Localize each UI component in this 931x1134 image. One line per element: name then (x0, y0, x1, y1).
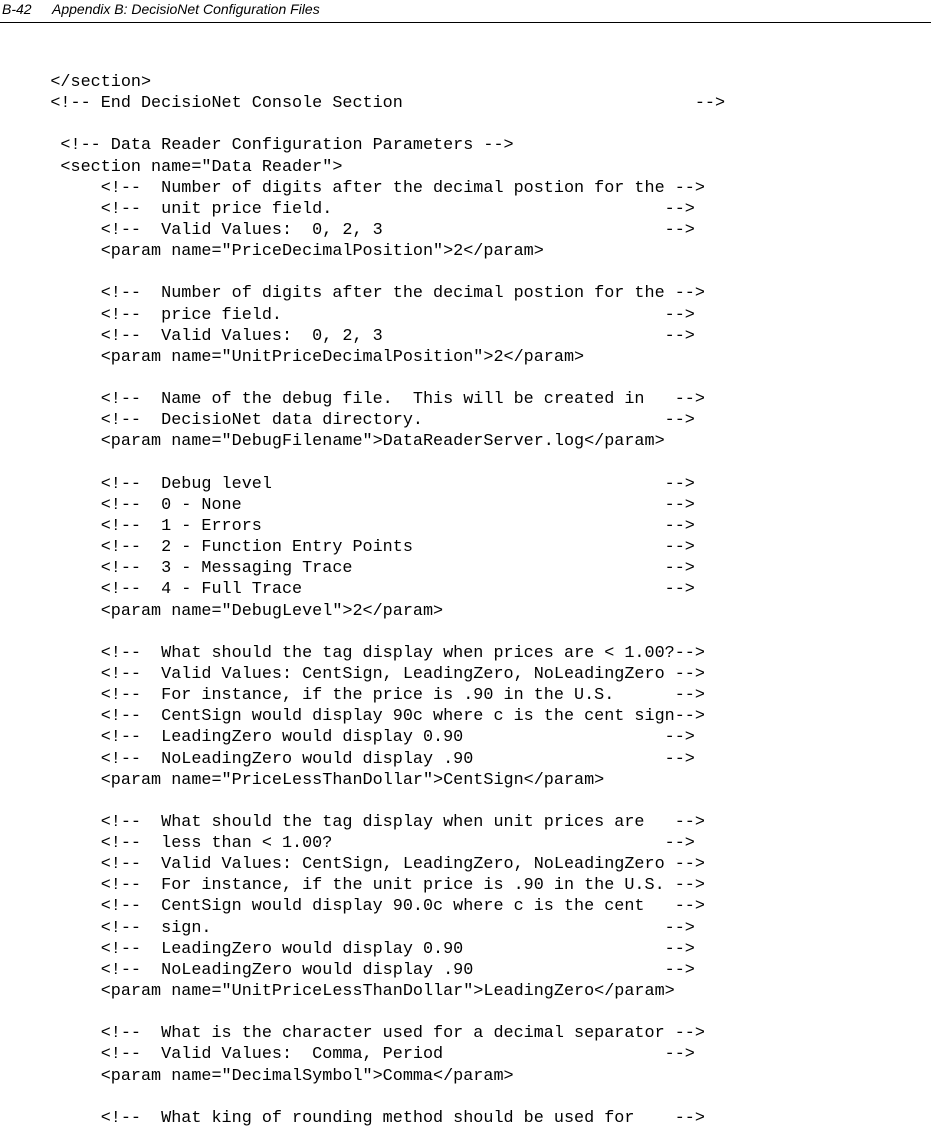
code-line: <!-- Number of digits after the decimal postion for the --> (0, 178, 705, 198)
code-line: <!-- Debug level --> (0, 474, 695, 494)
code-listing (0, 72, 931, 1129)
code-line: <!-- unit price field. --> (0, 199, 695, 219)
code-line: <!-- NoLeadingZero would display .90 --> (0, 960, 695, 980)
code-line: <!-- For instance, if the price is .90 in the U.S. --> (0, 686, 705, 706)
code-line: <!-- Valid Values: CentSign, LeadingZero, NoLeadingZero --> (0, 664, 705, 684)
code-line: <!-- 3 - Messaging Trace --> (0, 559, 695, 579)
code-line: <!-- What king of rounding method should be used for --> (0, 1108, 705, 1128)
code-line: <param name="PriceLessThanDollar">CentSign</param> (0, 770, 605, 790)
code-line: <!-- End DecisioNet Console Section --> (0, 94, 726, 114)
code-line: <param name="DebugFilename">DataReaderServer.log</param> (0, 432, 665, 452)
code-line (0, 1002, 931, 1023)
code-line: <param name="DecimalSymbol">Comma</param> (0, 1066, 514, 1086)
code-line: <!-- 0 - None --> (0, 495, 695, 515)
code-line: <!-- Valid Values: 0, 2, 3 --> (0, 220, 695, 240)
code-line: <!-- What should the tag display when unit prices are --> (0, 812, 705, 832)
code-line: <!-- What is the character used for a decimal separator --> (0, 1024, 705, 1044)
code-line: <!-- 4 - Full Trace --> (0, 580, 695, 600)
code-line: <param name="UnitPriceDecimalPosition">2</param> (0, 347, 585, 367)
code-line: <!-- CentSign would display 90.0c where c is the cent --> (0, 897, 705, 917)
code-line: <!-- price field. --> (0, 305, 695, 325)
code-line (0, 622, 931, 643)
code-line: <!-- Valid Values: 0, 2, 3 --> (0, 326, 695, 346)
code-line: <!-- Valid Values: Comma, Period --> (0, 1045, 695, 1065)
code-line: <!-- Data Reader Configuration Parameters --> (0, 136, 514, 156)
code-line (0, 262, 931, 283)
code-line: <!-- LeadingZero would display 0.90 --> (0, 728, 695, 748)
code-line: <param name="PriceDecimalPosition">2</param> (0, 242, 544, 262)
page-header (0, 0, 931, 23)
page-number: B-42 (2, 1, 32, 17)
code-line: <!-- What should the tag display when prices are < 1.00?--> (0, 643, 705, 663)
code-line: <!-- Number of digits after the decimal postion for the --> (0, 284, 705, 304)
code-line (0, 453, 931, 474)
code-line: <!-- less than < 1.00? --> (0, 834, 695, 854)
code-line: <!-- sign. --> (0, 918, 695, 938)
code-line: <!-- DecisioNet data directory. --> (0, 411, 695, 431)
code-line: <!-- Name of the debug file. This will be created in --> (0, 390, 705, 410)
code-line: </section> (0, 73, 152, 92)
page-title: Appendix B: DecisioNet Configuration Files (52, 1, 320, 17)
code-line: <section name="Data Reader"> (0, 157, 343, 177)
code-line: <!-- CentSign would display 90c where c is the cent sign--> (0, 707, 705, 727)
code-line: <param name="DebugLevel">2</param> (0, 601, 444, 621)
code-line: <!-- 2 - Function Entry Points --> (0, 538, 695, 558)
code-line: <!-- For instance, if the unit price is .90 in the U.S. --> (0, 876, 705, 896)
code-line: <!-- Valid Values: CentSign, LeadingZero, NoLeadingZero --> (0, 855, 705, 875)
code-line (0, 368, 931, 389)
code-line: <!-- NoLeadingZero would display .90 --> (0, 749, 695, 769)
code-line (0, 114, 931, 135)
code-line (0, 791, 931, 812)
code-line: <!-- LeadingZero would display 0.90 --> (0, 939, 695, 959)
code-line (0, 1087, 931, 1108)
code-line: <param name="UnitPriceLessThanDollar">LeadingZero</param> (0, 982, 675, 1002)
code-line: <!-- 1 - Errors --> (0, 516, 695, 536)
